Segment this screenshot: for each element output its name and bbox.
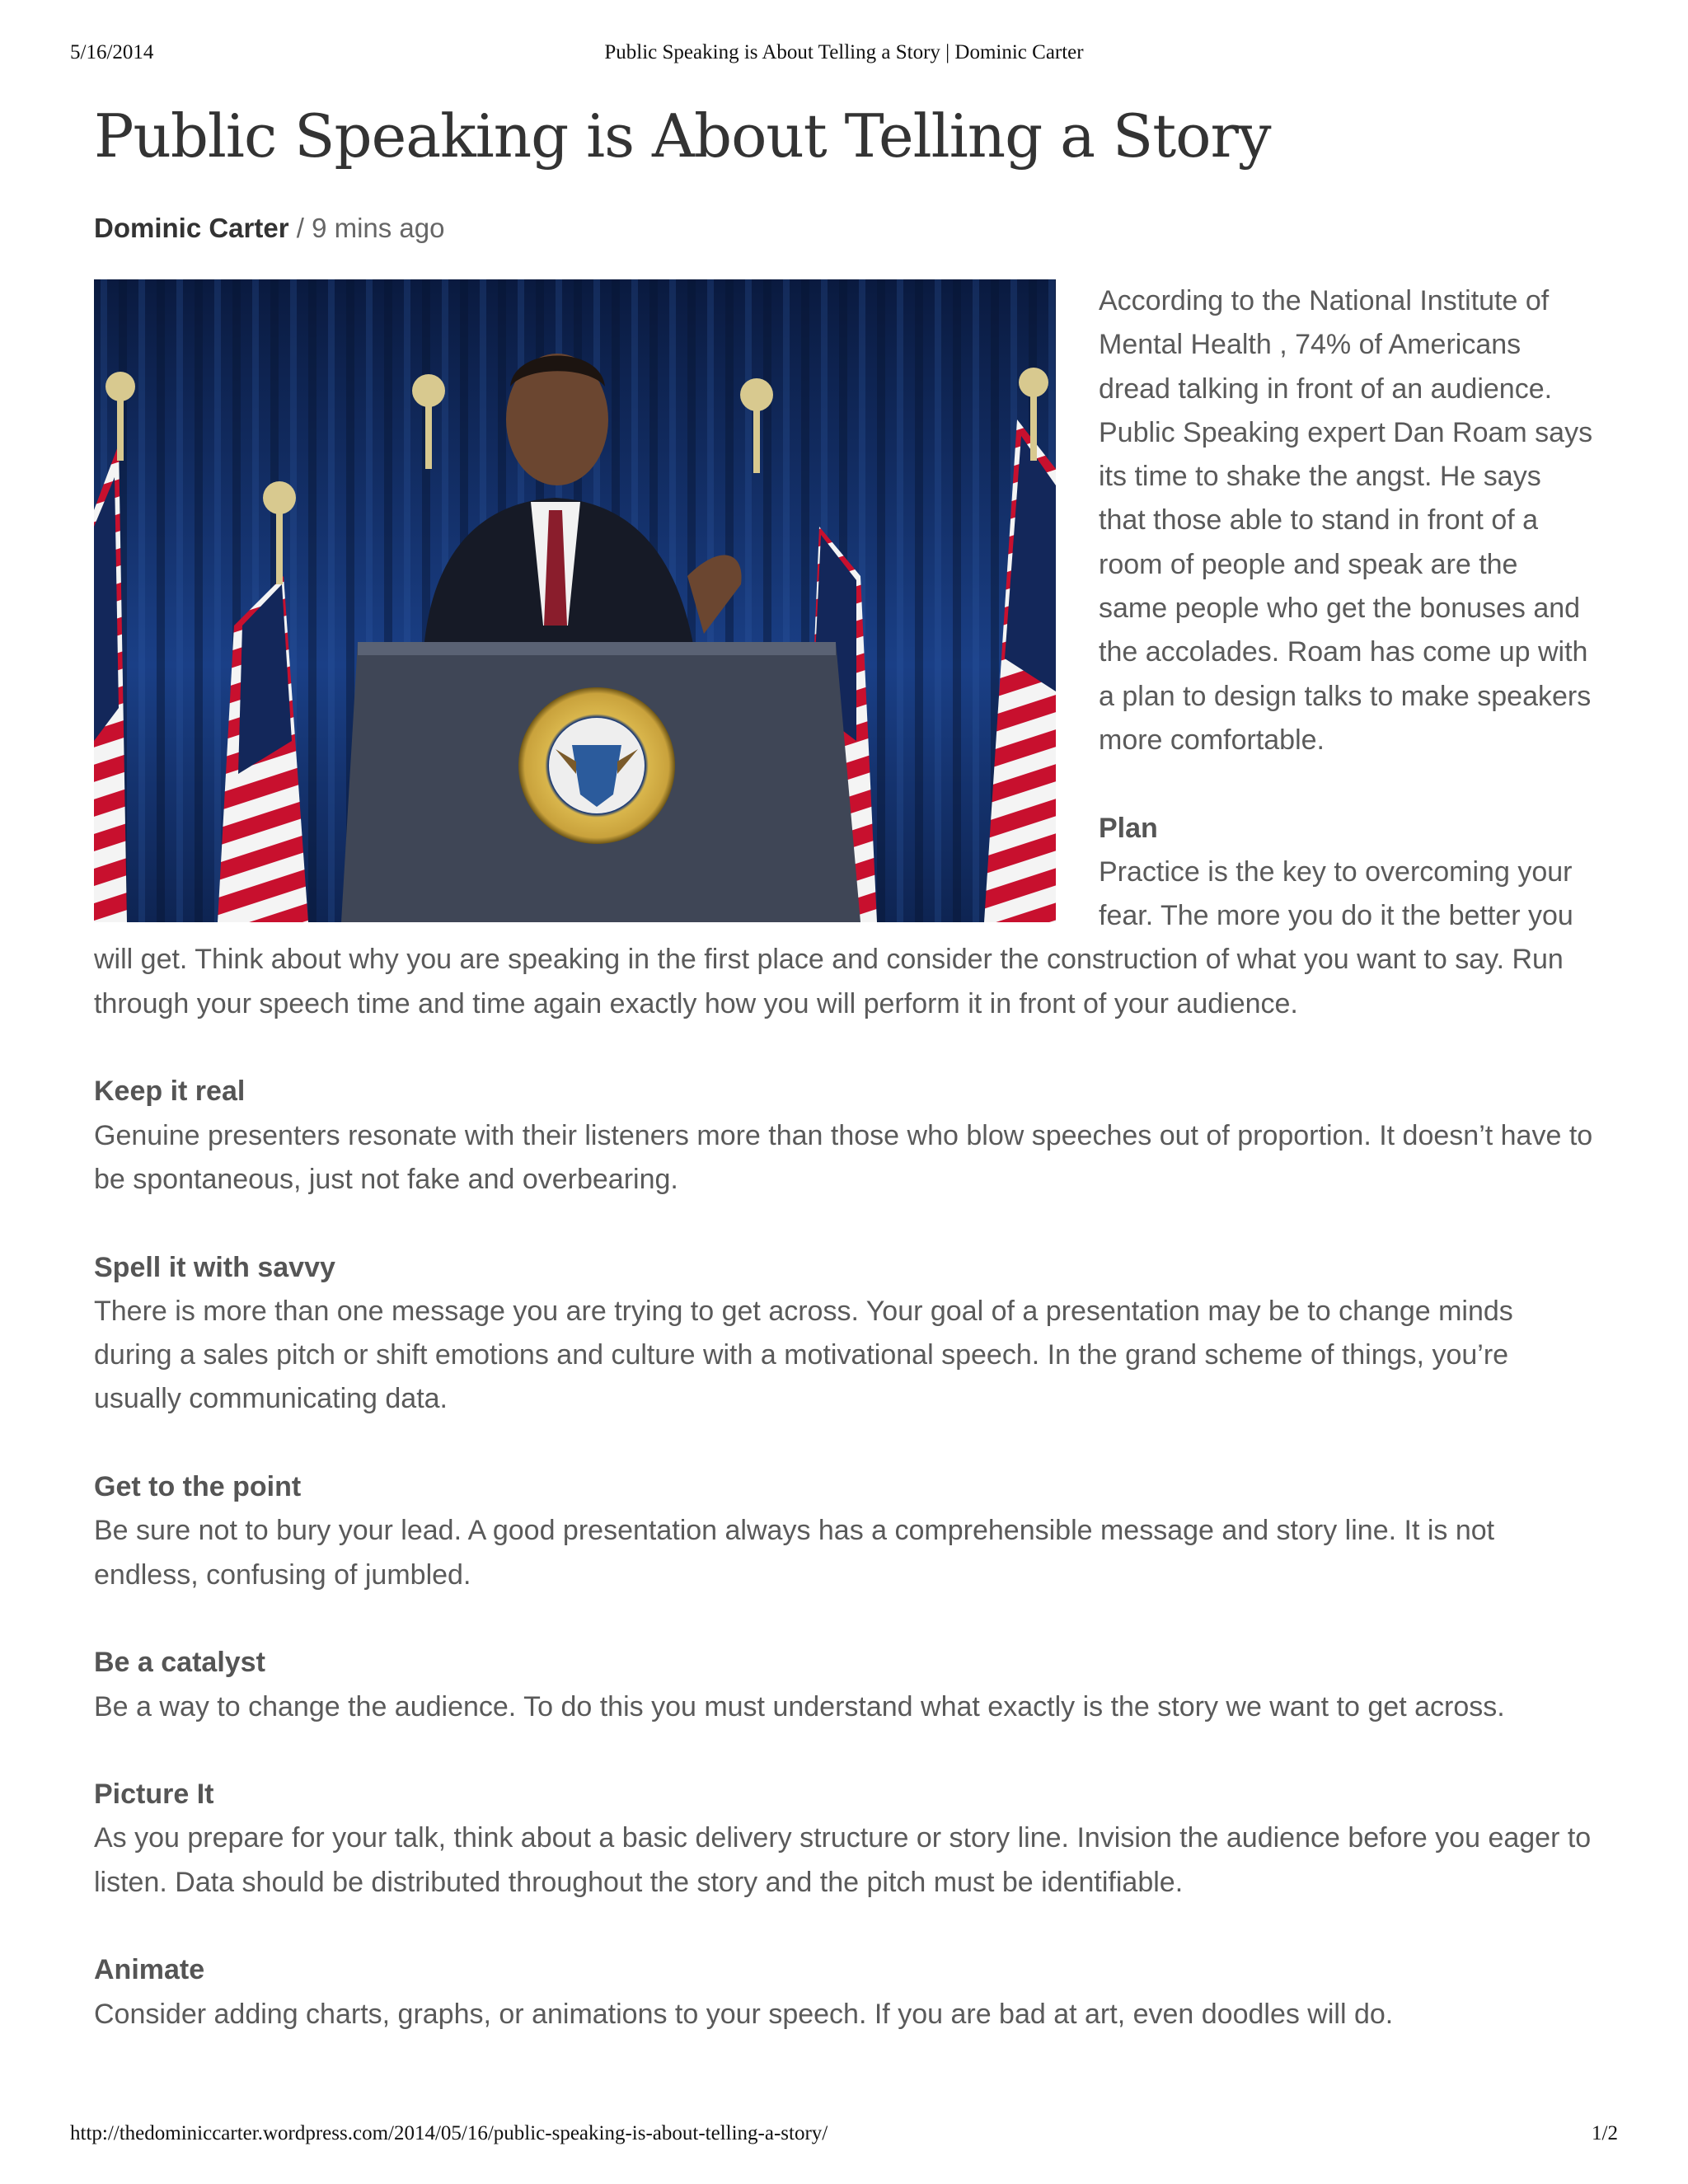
section-heading-get-to-the-point: Get to the point: [94, 1471, 302, 1503]
print-footer: [70, 2122, 1618, 2149]
article: [94, 95, 1594, 2036]
print-header: [70, 41, 1618, 68]
section-heading-spell-it-with-savvy: Spell it with savvy: [94, 1251, 335, 1283]
section-text-animate: Consider adding charts, graphs, or animations to your speech. If you are bad at art, even doodles will do.: [94, 1998, 1394, 2030]
section-heading-picture-it: Picture It: [94, 1779, 214, 1811]
section-text-keep-it-real: Genuine presenters resonate with their listeners more than those who blow speeches out of proportion. It doesn’t have to be spontaneous, just not fake and overbearing.: [94, 1119, 1593, 1195]
section-text-get-to-the-point: Be sure not to bury your lead. A good presentation always has a comprehensible message and story line. It is not endless, confusing of jumbled.: [94, 1515, 1495, 1591]
section-heading-animate: Animate: [94, 1954, 205, 1986]
post-time: / 9 mins ago: [296, 213, 445, 243]
section-text-spell-it-with-savvy: There is more than one message you are trying to get across. Your goal of a presentation may be to change minds during a sales pitch or shift emotions and culture with a motivational speech. In the grand scheme of things, you’re usually communicating data.: [94, 1295, 1513, 1415]
print-date: 5/16/2014: [70, 41, 154, 63]
president-at-podium-photo: [94, 279, 1056, 922]
article-body: [94, 279, 1594, 2036]
section-text-plan: Practice is the key to overcoming your fear. The more you do it the better you will get. Think about why you are speaking in the first place and consider the construction of what you want to say. Run through your speech time and time again exactly how you will perform it in front of your audience.: [94, 855, 1573, 1019]
section-heading-plan: Plan: [1099, 812, 1158, 844]
page-number: 1/2: [1592, 2122, 1618, 2144]
print-document-title: Public Speaking is About Telling a Story | Dominic Carter: [604, 41, 1084, 63]
author-link[interactable]: Dominic Carter: [94, 213, 289, 243]
article-title: Public Speaking is About Telling a Story: [94, 101, 1271, 171]
section-text-be-a-catalyst: Be a way to change the audience. To do this you must understand what exactly is the story we want to get across.: [94, 1690, 1505, 1722]
page-url[interactable]: http://thedominiccarter.wordpress.com/2014/05/16/public-speaking-is-about-telling-a-story/: [70, 2122, 828, 2144]
intro-paragraph: According to the National Institute of Mental Health , 74% of Americans dread talking in front of an audience. Public Speaking expert Dan Roam says its time to shake the angst. He says that those able to stand in front of a room of people and speak are the same people who get the bonuses and the accolades. Roam has come up with a plan to design talks to make speakers more comfortable.: [1099, 285, 1593, 756]
section-heading-be-a-catalyst: Be a catalyst: [94, 1647, 265, 1679]
byline: [94, 210, 1594, 246]
section-text-picture-it: As you prepare for your talk, think about a basic delivery structure or story line. Invision the audience before you eager to listen. Data should be distributed throughout the story and the pitch must be identifiable.: [94, 1822, 1592, 1898]
section-heading-keep-it-real: Keep it real: [94, 1076, 246, 1108]
